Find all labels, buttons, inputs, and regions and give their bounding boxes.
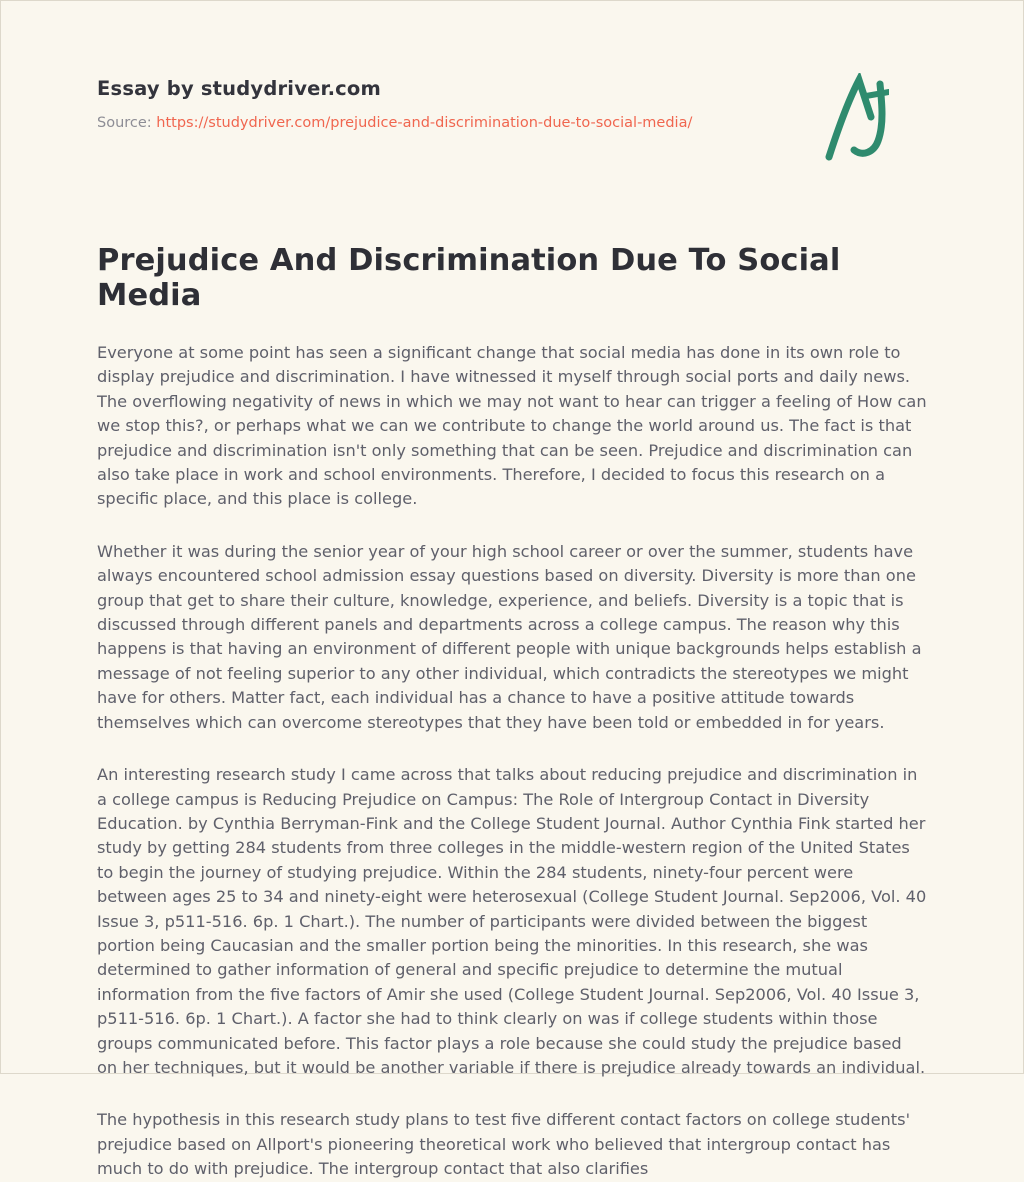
essay-byline: Essay by studydriver.com (97, 77, 382, 100)
essay-paragraph-4: The hypothesis in this research study plans to test five different contact factors on college students' prejudice based on Allport's pioneering theoretical work who believed that intergroup contact has much to do with prejudice. The intergroup contact that also clarifies (97, 1110, 911, 1179)
studydriver-a-plus-logo-icon (825, 73, 889, 163)
essay-paragraph-2: Whether it was during the senior year of your high school career or over the summer, students have always encountered school admission essay questions based on diversity. Diversity is more than one group that get to share their culture, knowledge, experience, and beliefs. Diversity is a topic that is discussed through different panels and departments across a college campus. The reason why this happens is that having an environment of different people with unique backgrounds helps establish a message of not feeling superior to any other individual, which contradicts the stereotypes we might have for others. Matter fact, each individual has a chance to have a positive attitude towards themselves which can overcome stereotypes that they have been told or embedded in for years. (97, 541, 922, 732)
essay-title: Prejudice And Discrimination Due To Social Media (97, 243, 841, 313)
essay-paragraph-1: Everyone at some point has seen a significant change that social media has done in its own role to display prejudice and discrimination. I have witnessed it myself through social ports and daily news. The overflowing negativity of news in which we may not want to hear can trigger a feeling of How can we stop this?, or perhaps what we can we contribute to change the world around us. The fact is that prejudice and discrimination isn't only something that can be seen. Prejudice and discrimination can also take place in work and school environments. Therefore, I decided to focus this research on a specific place, and this place is college. (97, 343, 927, 509)
source-label: Source: (97, 115, 152, 131)
essay-content (1, 77, 1023, 1182)
source-url-link[interactable]: https://studydriver.com/prejudice-and-discrimination-due-to-social-media/ (156, 115, 693, 131)
essay-paragraph-3: An interesting research study I came across that talks about reducing prejudice and discrimination in a college campus is Reducing Prejudice on Campus: The Role of Intergroup Contact in Diversity Education. by Cynthia Berryman-Fink and the College Student Journal. Author Cynthia Fink started her study by getting 284 students from three colleges in the middle-western region of the United States to begin the journey of studying prejudice. Within the 284 students, ninety-four percent were between ages 25 to 34 and ninety-eight were heterosexual (College Student Journal. Sep2006, Vol. 40 Issue 3, p511-516. 6p. 1 Chart.). The number of participants were divided between the biggest portion being Caucasian and the smaller portion being the minorities. In this research, she was determined to gather information of general and specific prejudice to determine the mutual information from the five factors of Amir she used (College Student Journal. Sep2006, Vol. 40 Issue 3, p511-516. 6p. 1 Chart.). A factor she had to think clearly on was if college students within those groups communicated before. This factor plays a role because she could study the prejudice based on her techniques, but it would be another variable if there is prejudice already towards an individual. (97, 765, 927, 1077)
source-line (97, 115, 927, 131)
